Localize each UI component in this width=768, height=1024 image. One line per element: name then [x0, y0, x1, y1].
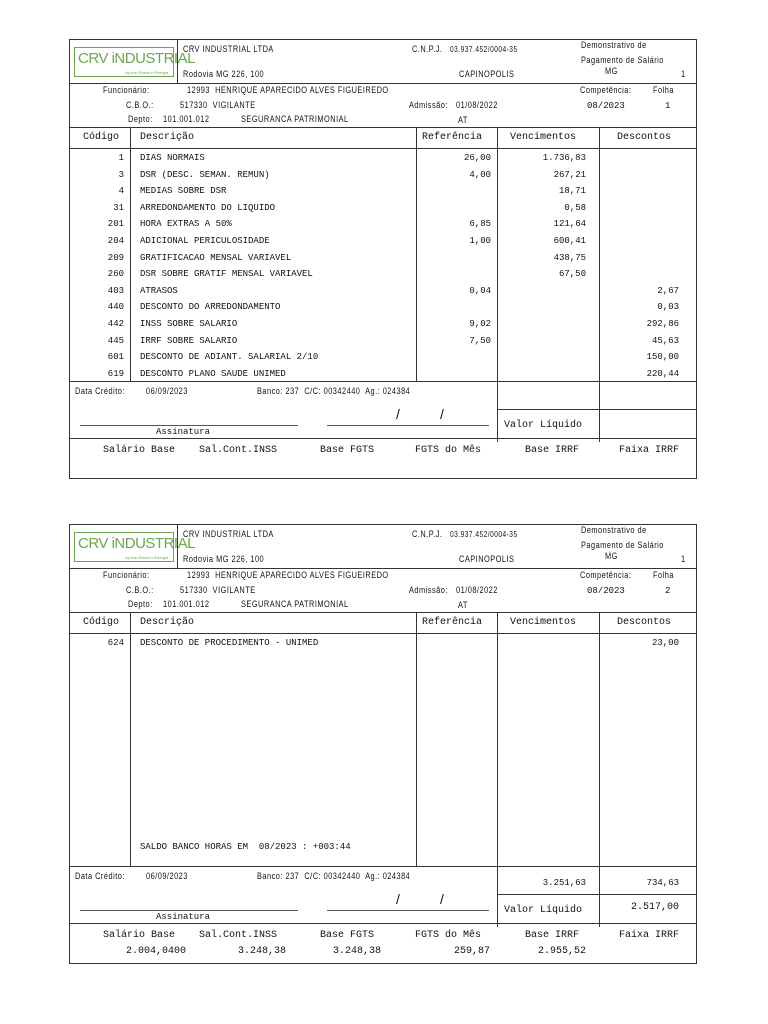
row-desconto: 150,00 — [646, 352, 679, 363]
data-credito-label: Data Crédito: — [75, 871, 125, 881]
total-vencimentos: 3.251,63 — [542, 878, 586, 888]
data-credito-value: 06/09/2023 — [146, 871, 188, 881]
payslip-page-1 — [69, 39, 697, 479]
col-codigo: Código — [83, 132, 120, 143]
depto-label: Depto: — [128, 599, 153, 609]
company-city: CAPINOPOLIS — [459, 69, 515, 79]
fgts-mes-value: 259,87 — [453, 946, 490, 957]
base-fgts-label: Base FGTS — [320, 930, 375, 941]
row-description: ARREDONDAMENTO DO LIQUIDO — [140, 202, 276, 213]
salario-base-value: 2.004,0400 — [125, 946, 186, 957]
row-vencimento: 0,58 — [564, 202, 586, 213]
row-vencimento: 600,41 — [553, 236, 586, 246]
row-description: DIAS NORMAIS — [140, 153, 205, 163]
doc-title-2: Pagamento de Salário — [581, 540, 664, 550]
row-description: MEDIAS SOBRE DSR — [140, 186, 227, 197]
row-code: 31 — [113, 202, 124, 213]
cnpj-value: 03.937.452/0004-35 — [450, 530, 518, 539]
base-irrf-label: Base IRRF — [525, 445, 580, 456]
row-vencimento: 267,21 — [553, 169, 586, 180]
row-code: 1 — [118, 153, 124, 163]
company-address: Rodovia MG 226, 100 — [183, 69, 265, 79]
employee-label: Funcionário: — [103, 85, 150, 95]
row-code: 3 — [118, 169, 124, 180]
row-desconto: 292,86 — [646, 319, 679, 329]
row-desconto: 0,03 — [657, 302, 679, 313]
col-vencimentos: Vencimentos — [510, 132, 577, 143]
sal-cont-inss-value: 3.248,38 — [237, 946, 286, 957]
row-vencimento: 121,64 — [553, 219, 586, 230]
doc-title-1: Demonstrativo de — [581, 40, 647, 50]
row-description: DESCONTO PLANO SAUDE UNIMED — [140, 368, 286, 379]
company-logo: CRV iNDUSTRIAL Açúcar Etanol e Energia — [74, 47, 174, 77]
row-description: GRATIFICACAO MENSAL VARIAVEL — [140, 252, 292, 263]
employee-name: 12993 HENRIQUE APARECIDO ALVES FIGUEIREDO — [187, 85, 389, 95]
row-desconto: 23,00 — [651, 638, 679, 648]
admissao-label: Admissão: — [409, 100, 448, 110]
folha-label: Folha — [653, 570, 674, 580]
competencia-label: Competência: — [580, 85, 632, 95]
row-vencimento: 438,75 — [553, 252, 586, 263]
col-descricao: Descrição — [140, 617, 195, 628]
row-code: 4 — [118, 186, 124, 197]
valor-liquido: 2.517,00 — [630, 902, 679, 913]
valor-liquido-label: Valor Líquido — [504, 905, 583, 916]
doc-title-1: Demonstrativo de — [581, 525, 647, 535]
fgts-mes-label: FGTS do Mês — [415, 930, 482, 941]
company-city: CAPINOPOLIS — [459, 554, 515, 564]
base-fgts-label: Base FGTS — [320, 445, 375, 456]
cbo-value: 517330 VIGILANTE — [180, 585, 256, 595]
base-irrf-label: Base IRRF — [525, 930, 580, 941]
bank-hours-note: SALDO BANCO HORAS EM 08/2023 : +003:44 — [140, 842, 351, 852]
row-code: 601 — [107, 352, 124, 363]
row-code: 201 — [107, 219, 124, 230]
row-description: DESCONTO DO ARREDONDAMENTO — [140, 302, 281, 313]
row-code: 442 — [107, 319, 124, 329]
row-description: DSR SOBRE GRATIF MENSAL VARIAVEL — [140, 269, 313, 280]
row-description: DESCONTO DE PROCEDIMENTO - UNIMED — [140, 638, 319, 648]
employee-label: Funcionário: — [103, 570, 150, 580]
row-reference: 1,00 — [469, 236, 491, 246]
row-desconto: 220,44 — [646, 368, 679, 379]
admissao-label: Admissão: — [409, 585, 448, 595]
col-vencimentos: Vencimentos — [510, 617, 577, 628]
row-description: INSS SOBRE SALARIO — [140, 319, 238, 329]
row-reference: 7,50 — [469, 335, 491, 346]
company-address: Rodovia MG 226, 100 — [183, 554, 265, 564]
row-code: 445 — [107, 335, 124, 346]
company-name: CRV INDUSTRIAL LTDA — [183, 529, 274, 539]
depto-label: Depto: — [128, 114, 153, 124]
folha-value: 1 — [665, 101, 671, 111]
cnpj-value: 03.937.452/0004-35 — [450, 45, 518, 54]
doc-title-2: Pagamento de Salário — [581, 55, 664, 65]
at-label: AT — [458, 600, 468, 610]
competencia-value: 08/2023 — [587, 586, 625, 596]
doc-state: MG — [605, 551, 618, 561]
at-label: AT — [458, 115, 468, 125]
row-code: 440 — [107, 302, 124, 313]
depto-name: SEGURANCA PATRIMONIAL — [241, 114, 349, 124]
salario-base-label: Salário Base — [103, 445, 176, 456]
row-code: 619 — [107, 368, 124, 379]
folha-value: 2 — [665, 586, 671, 596]
cbo-label: C.B.O.: — [126, 585, 154, 595]
folha-label: Folha — [653, 85, 674, 95]
doc-state: MG — [605, 66, 618, 76]
payslip-page-2 — [69, 524, 697, 964]
cbo-value: 517330 VIGILANTE — [180, 100, 256, 110]
row-description: HORA EXTRAS A 50% — [140, 219, 232, 230]
base-fgts-value: 3.248,38 — [332, 946, 381, 957]
assinatura-label: Assinatura — [156, 427, 211, 437]
page-number: 1 — [681, 554, 686, 564]
row-reference: 6,85 — [469, 219, 491, 230]
row-vencimento: 1.736,83 — [542, 153, 586, 163]
depto-code: 101.001.012 — [163, 599, 210, 609]
base-irrf-value: 2.955,52 — [537, 946, 586, 957]
admissao-value: 01/08/2022 — [456, 100, 498, 110]
row-desconto: 45,63 — [651, 335, 679, 346]
data-credito-label: Data Crédito: — [75, 386, 125, 396]
sal-cont-inss-label: Sal.Cont.INSS — [199, 445, 278, 456]
fgts-mes-label: FGTS do Mês — [415, 445, 482, 456]
employee-name: 12993 HENRIQUE APARECIDO ALVES FIGUEIREDO — [187, 570, 389, 580]
row-code: 209 — [107, 252, 124, 263]
bank-info: Banco: 237 C/C: 00342440 Ag.: 024384 — [257, 386, 411, 396]
col-descontos: Descontos — [617, 132, 672, 143]
faixa-irrf-label: Faixa IRRF — [619, 930, 680, 941]
depto-name: SEGURANCA PATRIMONIAL — [241, 599, 349, 609]
competencia-label: Competência: — [580, 570, 632, 580]
col-referencia: Referência — [422, 132, 483, 143]
row-reference: 26,00 — [463, 153, 491, 163]
company-logo: CRV iNDUSTRIAL Açúcar Etanol e Energia — [74, 532, 174, 562]
row-description: IRRF SOBRE SALARIO — [140, 335, 238, 346]
col-descontos: Descontos — [617, 617, 672, 628]
col-referencia: Referência — [422, 617, 483, 628]
row-code: 624 — [107, 638, 124, 648]
date-slash-2: / — [440, 406, 444, 422]
row-description: DSR (DESC. SEMAN. REMUN) — [140, 169, 270, 180]
valor-liquido-label: Valor Líquido — [504, 420, 583, 431]
date-slash-2: / — [440, 891, 444, 907]
salario-base-label: Salário Base — [103, 930, 176, 941]
sal-cont-inss-label: Sal.Cont.INSS — [199, 930, 278, 941]
row-code: 260 — [107, 269, 124, 280]
cnpj-label: C.N.P.J. — [412, 529, 443, 539]
company-name: CRV INDUSTRIAL LTDA — [183, 44, 274, 54]
depto-code: 101.001.012 — [163, 114, 210, 124]
row-description: ADICIONAL PERICULOSIDADE — [140, 236, 270, 246]
bank-info: Banco: 237 C/C: 00342440 Ag.: 024384 — [257, 871, 411, 881]
row-code: 403 — [107, 285, 124, 296]
date-slash-1: / — [396, 891, 400, 907]
row-description: ATRASOS — [140, 285, 178, 296]
row-code: 204 — [107, 236, 124, 246]
page-number: 1 — [681, 69, 686, 79]
assinatura-label: Assinatura — [156, 912, 211, 922]
cnpj-label: C.N.P.J. — [412, 44, 443, 54]
col-codigo: Código — [83, 617, 120, 628]
row-reference: 4,00 — [469, 169, 491, 180]
data-credito-value: 06/09/2023 — [146, 386, 188, 396]
col-descricao: Descrição — [140, 132, 195, 143]
row-vencimento: 18,71 — [558, 186, 586, 197]
cbo-label: C.B.O.: — [126, 100, 154, 110]
row-reference: 9,02 — [469, 319, 491, 329]
row-reference: 0,04 — [469, 285, 491, 296]
competencia-value: 08/2023 — [587, 101, 625, 111]
row-desconto: 2,67 — [657, 285, 679, 296]
faixa-irrf-label: Faixa IRRF — [619, 445, 680, 456]
total-descontos: 734,63 — [646, 878, 679, 888]
admissao-value: 01/08/2022 — [456, 585, 498, 595]
row-description: DESCONTO DE ADIANT. SALARIAL 2/10 — [140, 352, 319, 363]
date-slash-1: / — [396, 406, 400, 422]
row-vencimento: 67,50 — [558, 269, 586, 280]
